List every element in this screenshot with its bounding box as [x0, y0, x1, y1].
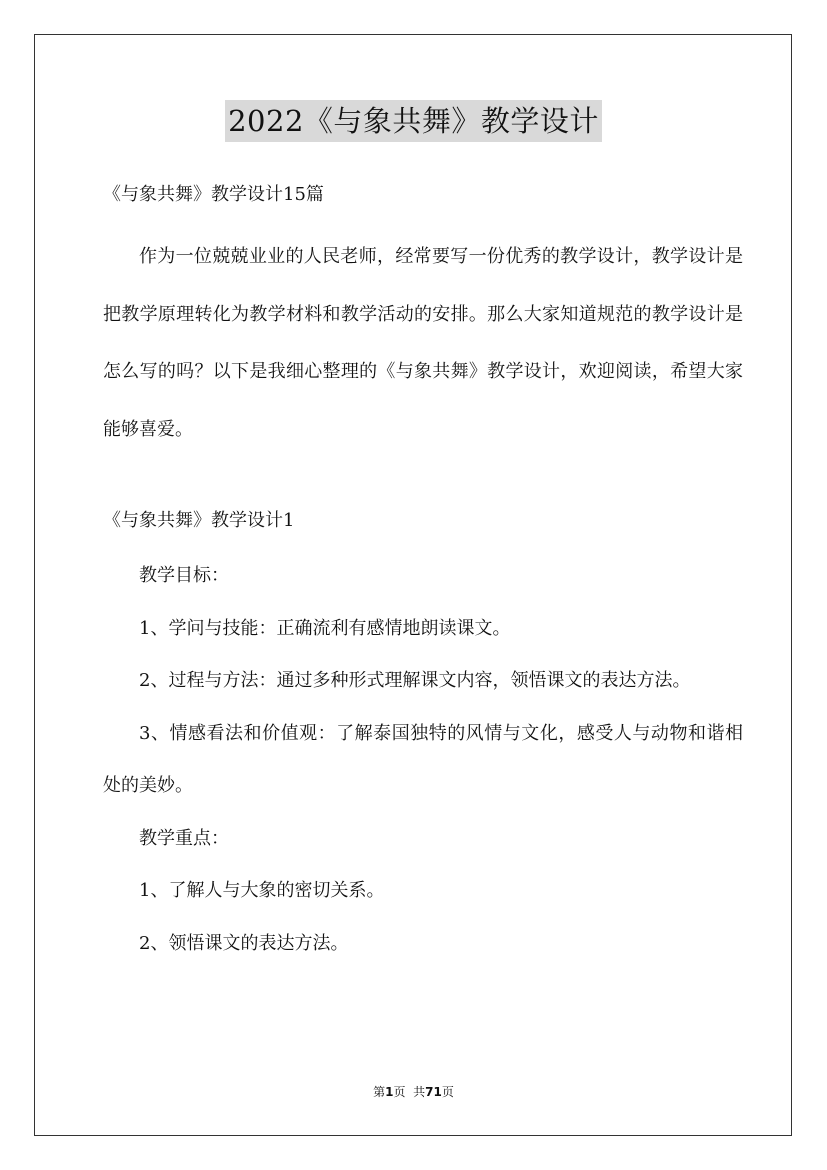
total-pages: 71 [425, 1085, 442, 1099]
total-prefix: 共 [413, 1085, 426, 1099]
page-number: 1 [385, 1085, 394, 1099]
paragraph-key-1: 1、了解人与大象的密切关系。 [139, 880, 385, 901]
paragraph-goal-1: 1、学问与技能：正确流利有感情地朗读课文。 [139, 617, 511, 639]
document-title: 2022《与象共舞》教学设计 [225, 100, 602, 142]
page-suffix: 页 [393, 1085, 406, 1099]
page-footer [0, 1083, 827, 1101]
body-content [103, 550, 743, 970]
paragraph-goal-3: 3、情感看法和价值观：了解泰国独特的风情与文化，感受人与动物和谐相处的美妙。 [103, 722, 743, 796]
section-heading: 《与象共舞》教学设计1 [103, 510, 295, 531]
paragraph-key-2: 2、领悟课文的表达方法。 [139, 932, 349, 954]
intro-paragraph: 作为一位兢兢业业的人民老师，经常要写一份优秀的教学设计，教学设计是把教学原理转化为教学材料和教学活动的安排。那么大家知道规范的教学设计是怎么写的吗？以下是我细心整理的《与象共舞》教学设计，欢迎阅读，希望大家能够喜爱。 [103, 246, 743, 440]
page-prefix: 第 [373, 1085, 386, 1099]
paragraph-key-points: 教学重点： [139, 827, 229, 849]
paragraph-goal-2: 2、过程与方法：通过多种形式理解课文内容，领悟课文的表达方法。 [139, 670, 691, 691]
title-container [0, 100, 827, 142]
total-suffix: 页 [441, 1085, 454, 1099]
document-subtitle: 《与象共舞》教学设计15篇 [103, 184, 324, 205]
paragraph-teaching-goals: 教学目标： [139, 565, 229, 586]
